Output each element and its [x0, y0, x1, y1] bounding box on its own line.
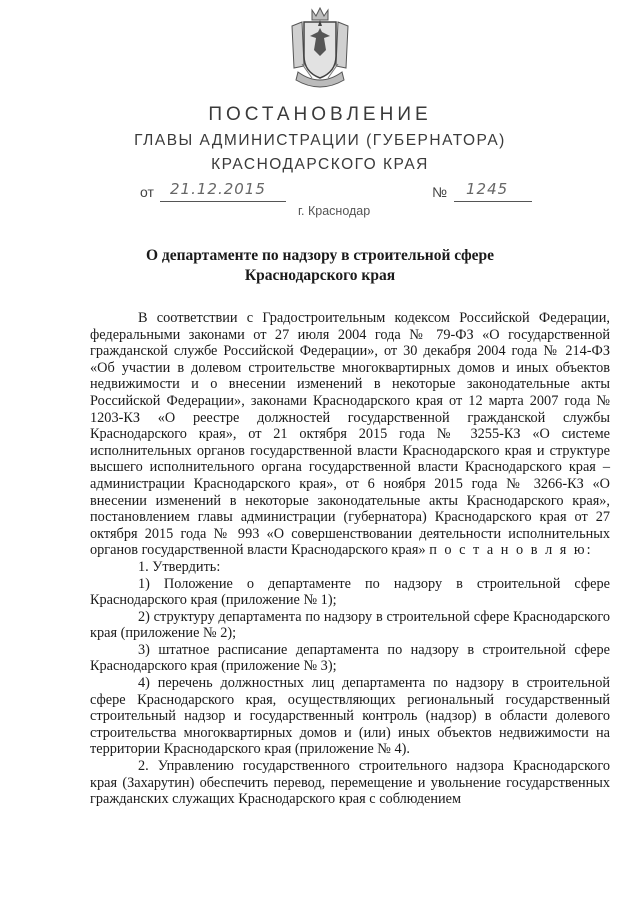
document-type-heading: ПОСТАНОВЛЕНИЕ	[208, 104, 432, 125]
document-body	[90, 310, 610, 808]
number-value: 1245	[466, 180, 509, 198]
item-1-4: 4) перечень должностных лиц департамента по надзору в строительной сфере Краснодарского края, осуществляющих региональный государственный строительный надзор и государственный контроль (надзор) в области долевого строительства многоквартирных домов и (или) иных объектов недвижимости на территории Краснодарского края (приложение № 4).	[90, 675, 610, 758]
date-number-line	[140, 182, 540, 204]
number-label: №	[432, 184, 448, 200]
document-title-line2: Краснодарского края	[244, 267, 396, 284]
preamble-text: В соответствии с Градостроительным кодексом Российской Федерации, федеральными законами от 27 июля 2004 года № 79-ФЗ «О государственной гражданской службе Российской Федерации», от 30 декабря 2004 года № 214-ФЗ «Об участии в долевом строительстве многоквартирных домов и иных объектов недвижимости и о внесении изменений в некоторые законодательные акты Российской Федерации», законами Краснодарского края от 12 марта 2007 года № 1203-КЗ «О реестре должностей государственной гражданской службы Краснодарского края», от 21 октября 2015 года № 3255-КЗ «О системе исполнительных органов государственной власти Краснодарского края и структуре высшего исполнительного органа государственной власти Краснодарского края – администрации Краснодарского края», от 6 ноября 2015 года № 3266-КЗ «О внесении изменений в некоторые законодательные акты Краснодарского края», постановлением главы администрации (губернатора) Краснодарского края от 27 октября 2015 года № 993 «О совершенствовании деятельности исполнительных органов государственной власти Краснодарского края»	[90, 310, 610, 559]
authority-heading: ГЛАВЫ АДМИНИСТРАЦИИ (ГУБЕРНАТОРА)	[134, 132, 506, 149]
city-label: г. Краснодар	[298, 204, 371, 218]
region-heading: КРАСНОДАРСКОГО КРАЯ	[211, 156, 429, 173]
item-1-3: 3) штатное расписание департамента по надзору в строительной сфере Краснодарского края (приложение № 3);	[90, 641, 610, 675]
date-value: 21.12.2015	[170, 180, 266, 198]
item-1: 1. Утвердить:	[138, 558, 221, 575]
document-title-line1: О департаменте по надзору в строительной сфере	[145, 247, 495, 264]
preamble-paragraph	[90, 310, 610, 559]
item-2: 2. Управлению государственного строительного надзора Краснодарского края (Захарутин) обеспечить перевод, перемещение и увольнение государственных гражданских служащих Краснодарского края с соблюдением	[90, 758, 610, 808]
date-underline	[160, 201, 286, 202]
coat-of-arms-emblem	[288, 6, 352, 90]
date-label: от	[140, 184, 154, 200]
number-underline	[454, 201, 532, 202]
item-1-1: 1) Положение о департаменте по надзору в строительной сфере Краснодарского края (приложение № 1);	[90, 575, 610, 609]
decree-word: п о с т а н о в л я ю:	[429, 542, 593, 559]
item-1-2: 2) структуру департамента по надзору в строительной сфере Краснодарского края (приложение № 2);	[90, 608, 610, 642]
